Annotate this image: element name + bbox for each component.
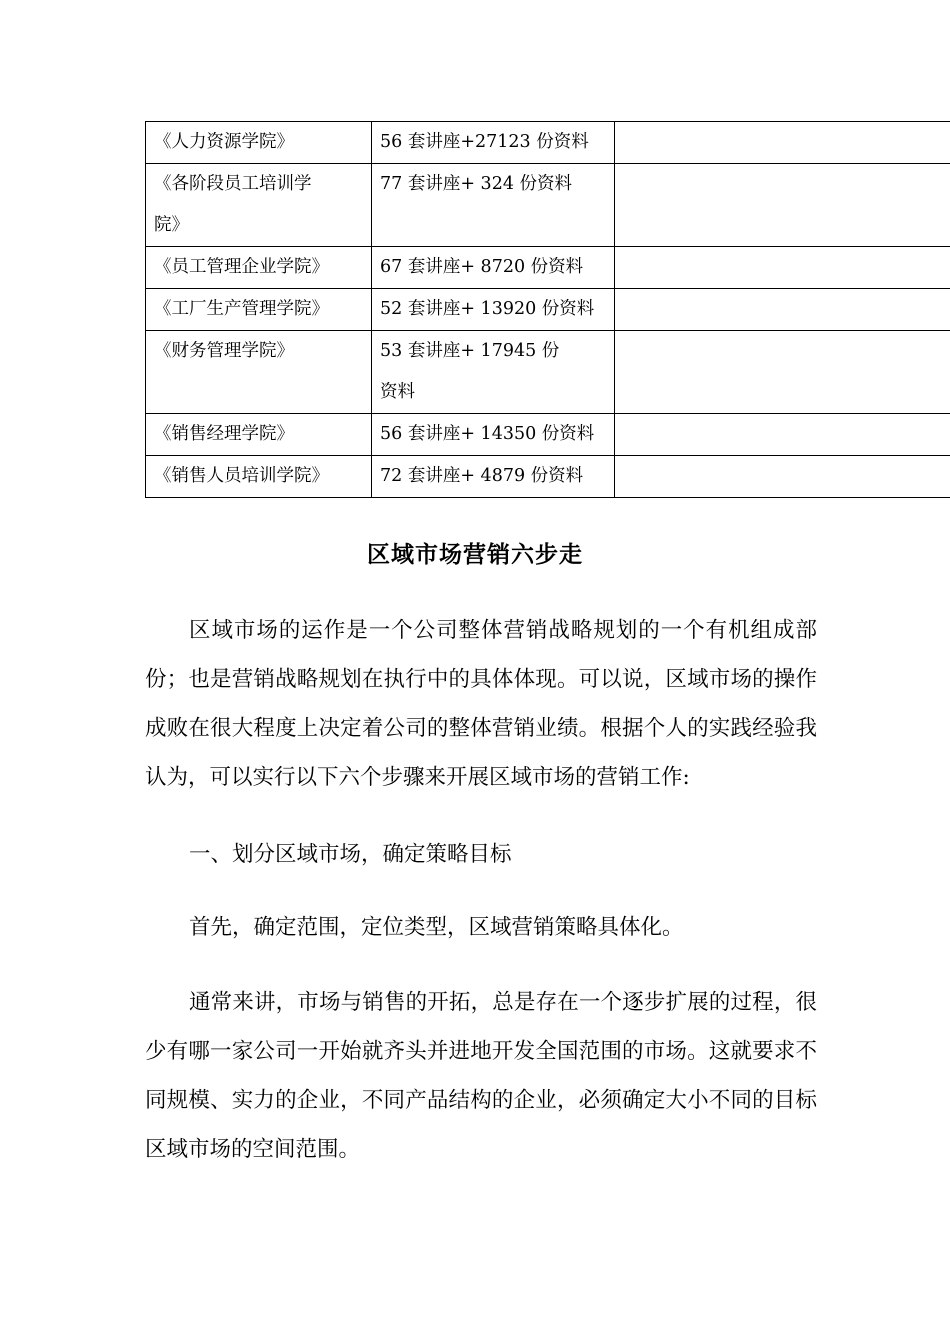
college-name: 《工厂生产管理学院》 xyxy=(146,289,372,331)
college-name: 《销售经理学院》 xyxy=(146,414,372,456)
college-name: 《人力资源学院》 xyxy=(146,122,372,164)
body-paragraph: 首先，确定范围，定位类型，区域营销策略具体化。 xyxy=(189,915,684,940)
table-row xyxy=(146,456,950,498)
resource-table xyxy=(145,121,950,498)
body-paragraph: 区域市场的运作是一个公司整体营销战略规划的一个有机组成部份；也是营销战略规划在执行中的具体体现。可以说，区域市场的操作成败在很大程度上决定着公司的整体营销业绩。根据个人的实践经验我认为，可以实行以下六个步骤来开展区域市场的营销工作: xyxy=(145,618,817,790)
college-note xyxy=(615,414,950,456)
college-content: 53 套讲座+ 17945 份资料 xyxy=(372,331,615,414)
college-content: 77 套讲座+ 324 份资料 xyxy=(372,164,615,247)
table-row xyxy=(146,414,950,456)
college-note xyxy=(615,164,950,247)
college-content: 67 套讲座+ 8720 份资料 xyxy=(372,247,615,289)
college-content: 52 套讲座+ 13920 份资料 xyxy=(372,289,615,331)
table-row xyxy=(146,289,950,331)
college-name: 《员工管理企业学院》 xyxy=(146,247,372,289)
college-content: 56 套讲座+27123 份资料 xyxy=(372,122,615,164)
article-title: 区域市场营销六步走 xyxy=(367,541,583,568)
body-paragraph: 通常来讲，市场与销售的开拓，总是存在一个逐步扩展的过程，很少有哪一家公司一开始就齐头并进地开发全国范围的市场。这就要求不同规模、实力的企业，不同产品结构的企业，必须确定大小不同的目标区域市场的空间范围。 xyxy=(145,990,817,1162)
table-row xyxy=(146,164,950,247)
college-note xyxy=(615,331,950,414)
college-content: 72 套讲座+ 4879 份资料 xyxy=(372,456,615,498)
section-heading: 一、划分区域市场，确定策略目标 xyxy=(189,842,512,867)
college-name: 《财务管理学院》 xyxy=(146,331,372,414)
college-name: 《销售人员培训学院》 xyxy=(146,456,372,498)
college-note xyxy=(615,289,950,331)
table-row xyxy=(146,331,950,414)
college-note xyxy=(615,456,950,498)
college-note xyxy=(615,247,950,289)
table-row xyxy=(146,247,950,289)
college-content: 56 套讲座+ 14350 份资料 xyxy=(372,414,615,456)
table-row xyxy=(146,122,950,164)
college-name: 《各阶段员工培训学院》 xyxy=(146,164,372,247)
college-note xyxy=(615,122,950,164)
